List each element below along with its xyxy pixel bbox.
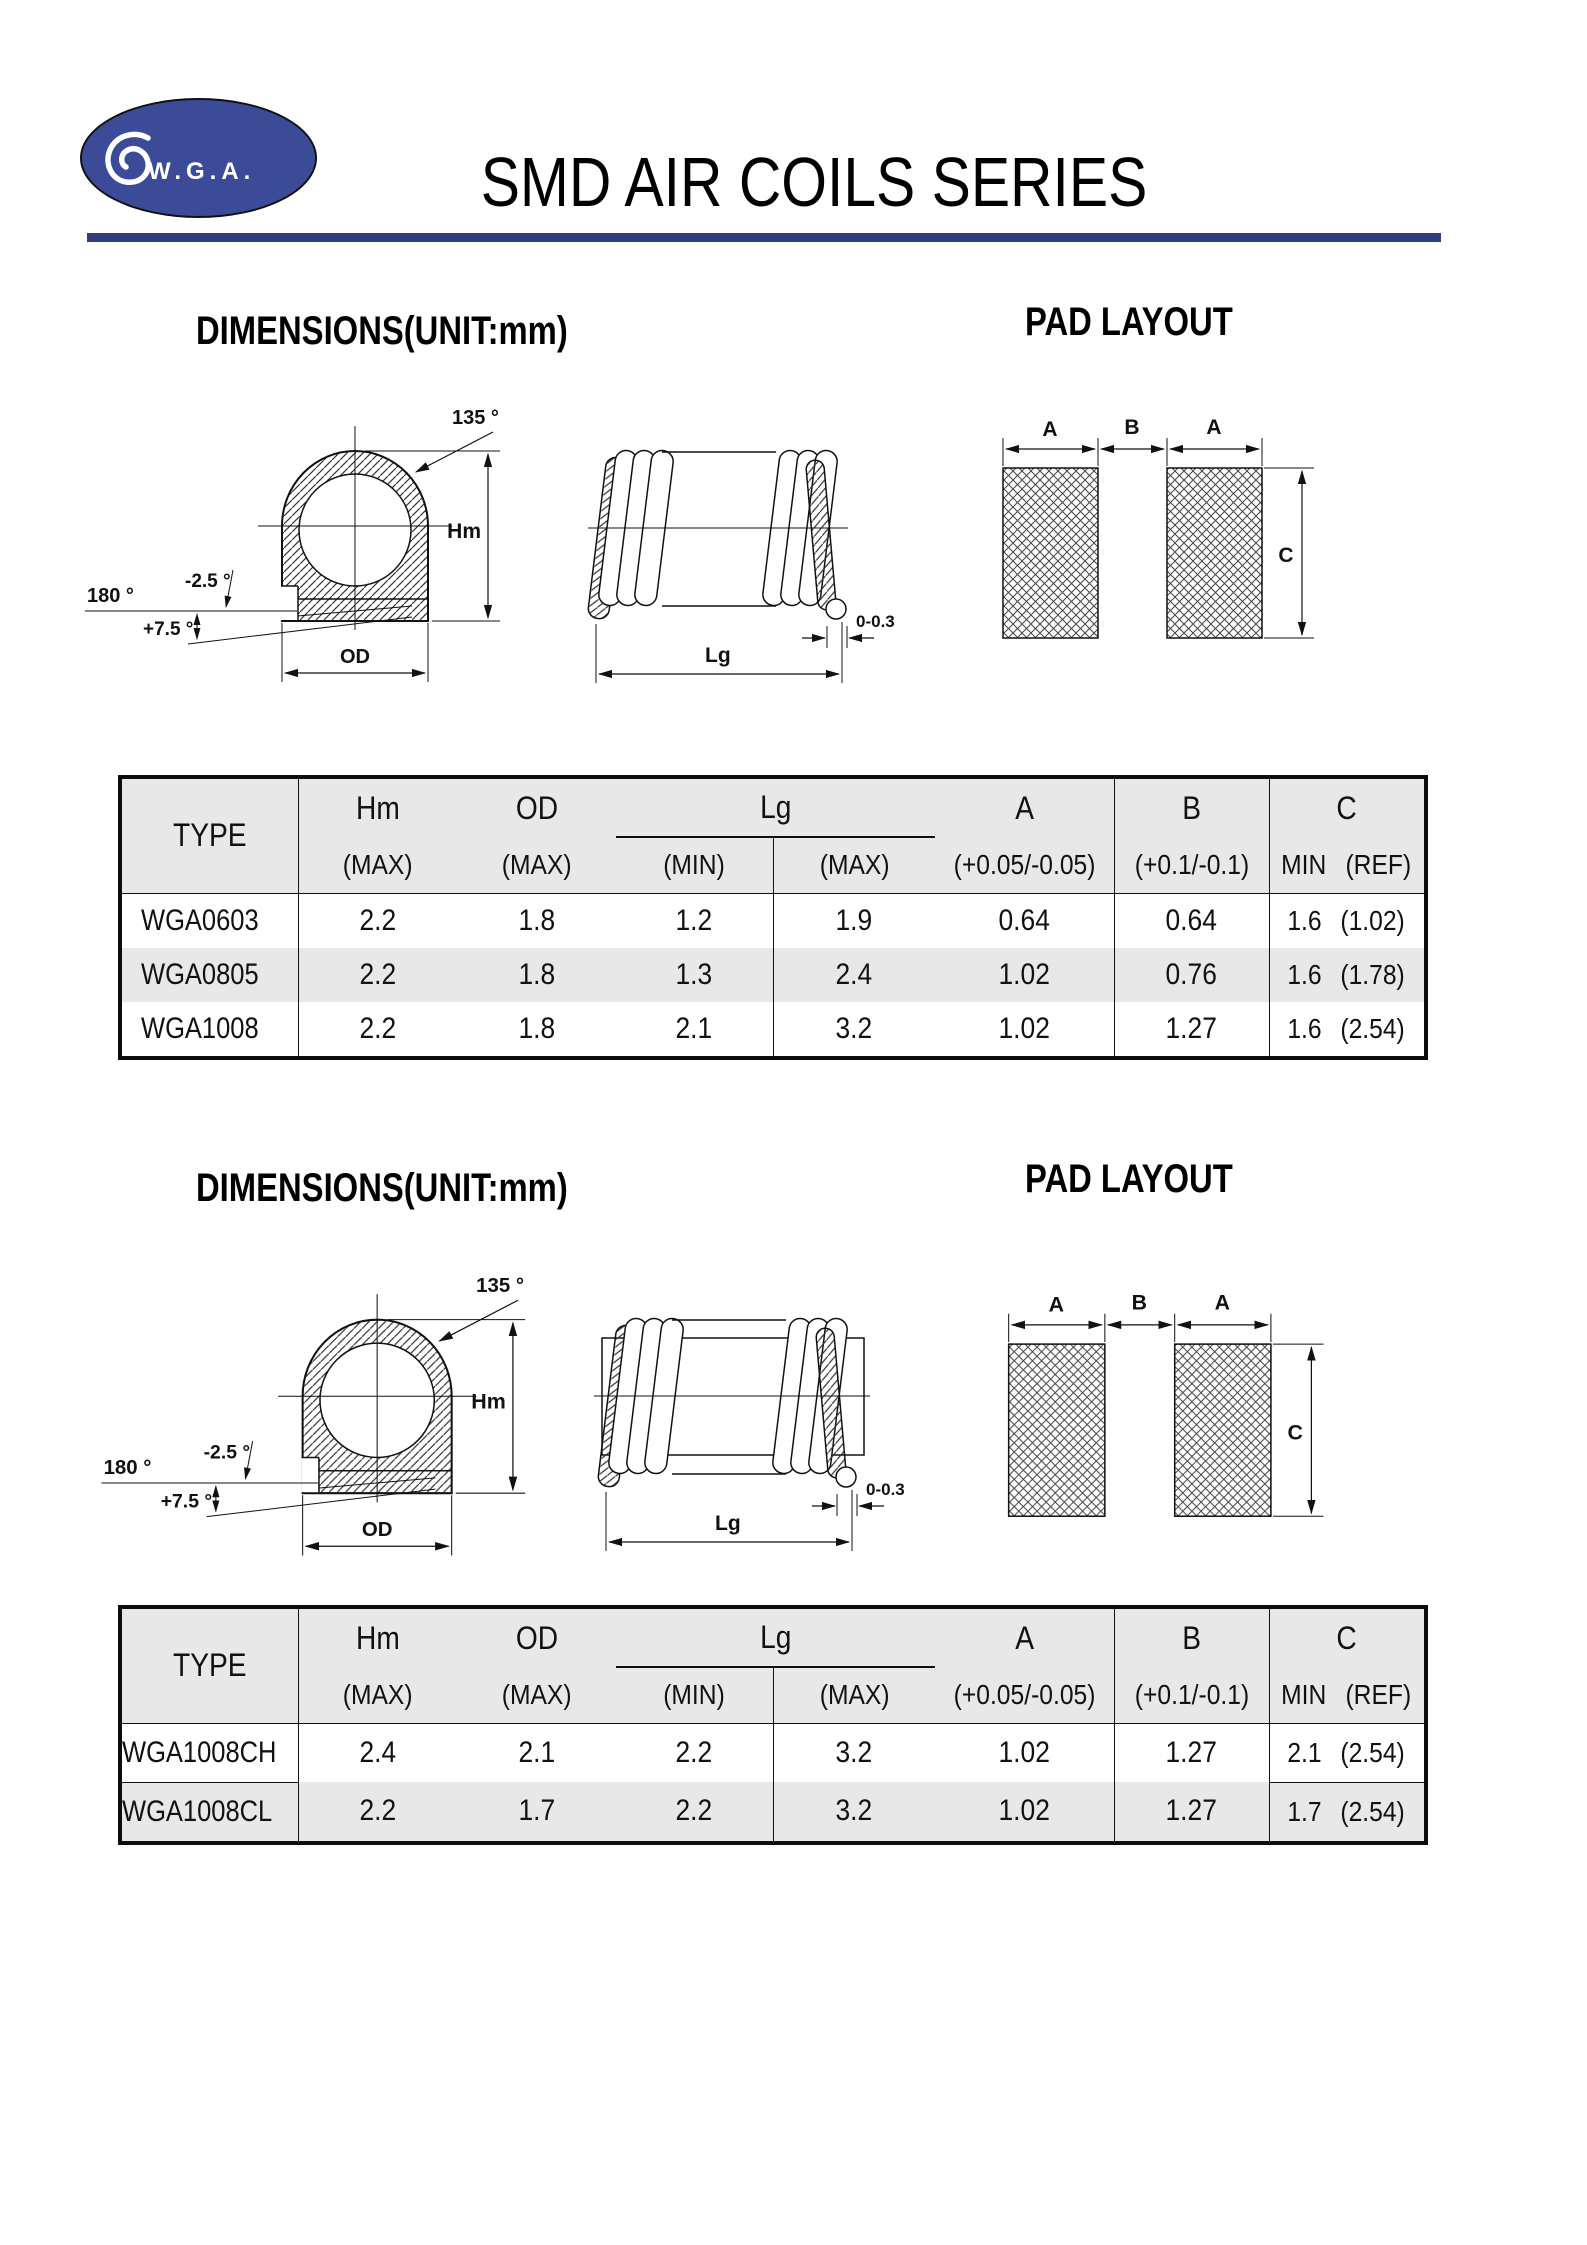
cell-lg-min: 2.1 xyxy=(675,1011,713,1045)
pad-b-label: B xyxy=(1131,1290,1147,1315)
table-row xyxy=(120,948,1426,1002)
col-header-a: A xyxy=(1014,1619,1034,1656)
cell-b: 0.76 xyxy=(1114,948,1269,1002)
cell-b: 1.27 xyxy=(1114,1723,1269,1782)
cell-lg-max: 3.2 xyxy=(773,1723,935,1782)
angle-minus-label: -2.5 ° xyxy=(185,571,231,592)
col-header-lg: Lg xyxy=(616,777,935,837)
col-header-a: A xyxy=(1014,789,1034,826)
section1-pad-layout-heading: PAD LAYOUT xyxy=(1025,300,1233,344)
cell-lg-max: 2.4 xyxy=(773,948,935,1002)
logo-text: W.G.A. xyxy=(148,158,256,185)
cell-od: 1.7 xyxy=(518,1794,555,1828)
angle-180-label: 180 ° xyxy=(103,1456,152,1479)
cell-lg-max: 3.2 xyxy=(773,1782,935,1843)
coil-cross-section-drawing-1 xyxy=(60,380,540,700)
angle-minus-label: -2.5 ° xyxy=(203,1441,251,1464)
cell-a: 0.64 xyxy=(998,903,1050,937)
cell-lg-min: 1.3 xyxy=(675,957,713,991)
col-sub-lg-max: (MAX) xyxy=(773,1667,935,1723)
col-header-od: OD xyxy=(515,1619,558,1656)
col-sub-hm-max: (MAX) xyxy=(342,1678,413,1710)
col-sub-b-tol: (+0.1/-0.1) xyxy=(1114,1667,1269,1723)
col-header-hm: Hm xyxy=(355,789,400,826)
col-header-type: TYPE xyxy=(120,777,298,893)
cell-hm: 2.2 xyxy=(359,957,397,991)
cell-b: 1.27 xyxy=(1114,1782,1269,1843)
pad-a-label: A xyxy=(1048,1292,1064,1317)
col-header-c: C xyxy=(1269,1607,1426,1667)
angle-135-label: 135 ° xyxy=(476,1275,525,1298)
col-sub-od-max: (MAX) xyxy=(501,1678,572,1710)
cell-type: WGA1008CL xyxy=(120,1782,298,1843)
hm-label: Hm xyxy=(471,1389,506,1414)
od-label: OD xyxy=(340,646,370,668)
od-label: OD xyxy=(361,1519,393,1542)
angle-plus-label: +7.5 ° xyxy=(160,1490,213,1513)
cell-od: 1.8 xyxy=(518,957,555,991)
pad-right xyxy=(1175,1344,1271,1516)
cell-a: 1.02 xyxy=(998,1794,1050,1828)
pad-left xyxy=(1003,468,1098,638)
cell-type: WGA0805 xyxy=(120,948,298,1002)
cell-hm: 2.2 xyxy=(359,1794,397,1828)
table-row xyxy=(120,1002,1426,1058)
col-header-b: B xyxy=(1114,1607,1269,1667)
cell-a: 1.02 xyxy=(998,1011,1050,1045)
cell-lg-min: 1.2 xyxy=(675,903,713,937)
cell-od: 2.1 xyxy=(518,1735,555,1769)
cell-c: 1.6 (2.54) xyxy=(1269,1002,1426,1058)
cell-lg-min: 2.2 xyxy=(675,1794,713,1828)
cell-type: WGA0603 xyxy=(120,893,298,948)
cell-hm: 2.2 xyxy=(359,1011,397,1045)
title-divider-bar xyxy=(87,233,1441,242)
cell-c: 1.6 (1.02) xyxy=(1269,893,1426,948)
pad-a-label: A xyxy=(1042,418,1058,441)
company-logo xyxy=(80,98,317,218)
angle-135-label: 135 ° xyxy=(452,407,499,429)
cell-type: WGA1008CH xyxy=(120,1723,298,1782)
col-sub-b-tol: (+0.1/-0.1) xyxy=(1114,837,1269,893)
col-sub-lg-max: (MAX) xyxy=(773,837,935,893)
col-header-lg: Lg xyxy=(616,1607,935,1667)
lead-gap-label: 0-0.3 xyxy=(866,1480,905,1499)
section2-pad-layout-heading: PAD LAYOUT xyxy=(1025,1157,1233,1201)
cell-b: 0.64 xyxy=(1114,893,1269,948)
col-sub-c-minref: MIN (REF) xyxy=(1269,1667,1426,1723)
cell-lg-max: 1.9 xyxy=(773,893,935,948)
spec-table-1 xyxy=(118,775,1428,1060)
page-title: SMD AIR COILS SERIES xyxy=(480,143,1148,221)
spec-table-2 xyxy=(118,1605,1428,1845)
col-sub-c-minref: MIN (REF) xyxy=(1269,837,1426,893)
col-header-hm: Hm xyxy=(355,1619,400,1656)
lead-gap-label: 0-0.3 xyxy=(856,612,895,631)
col-header-od: OD xyxy=(515,789,558,826)
col-header-b: B xyxy=(1114,777,1269,837)
table-row xyxy=(120,1723,1426,1782)
pad-a2-label: A xyxy=(1214,1290,1230,1315)
cell-type: WGA1008 xyxy=(120,1002,298,1058)
col-header-type: TYPE xyxy=(120,1607,298,1723)
cell-hm: 2.4 xyxy=(359,1735,397,1769)
col-sub-lg-min: (MIN) xyxy=(663,1679,726,1711)
cell-c: 1.7 (2.54) xyxy=(1269,1782,1426,1843)
coil-side-view-drawing-2 xyxy=(560,1268,980,1578)
table-row xyxy=(120,893,1426,948)
coil-side-view-drawing-1 xyxy=(550,400,950,700)
cell-lg-min: 2.2 xyxy=(675,1735,713,1769)
col-sub-a-tol: (+0.05/-0.05) xyxy=(953,848,1096,880)
pad-b-label: B xyxy=(1124,416,1140,439)
col-sub-hm-max: (MAX) xyxy=(342,848,413,880)
angle-plus-label: +7.5 ° xyxy=(143,619,194,640)
cell-hm: 2.2 xyxy=(359,903,397,937)
angle-180-label: 180 ° xyxy=(87,585,134,607)
cell-c: 2.1 (2.54) xyxy=(1269,1723,1426,1782)
cell-od: 1.8 xyxy=(518,1011,555,1045)
cell-b: 1.27 xyxy=(1114,1002,1269,1058)
pad-left xyxy=(1009,1344,1105,1516)
col-sub-od-max: (MAX) xyxy=(501,848,572,880)
lg-label: Lg xyxy=(705,644,731,667)
pad-layout-drawing-1 xyxy=(950,390,1350,690)
coil-cross-section-drawing-2 xyxy=(76,1247,566,1574)
col-header-c: C xyxy=(1269,777,1426,837)
cell-c: 1.6 (1.78) xyxy=(1269,948,1426,1002)
pad-c-label: C xyxy=(1278,544,1294,567)
col-sub-lg-min: (MIN) xyxy=(663,849,726,881)
cell-od: 1.8 xyxy=(518,903,555,937)
cell-a: 1.02 xyxy=(998,1735,1050,1769)
cell-lg-max: 3.2 xyxy=(773,1002,935,1058)
col-sub-a-tol: (+0.05/-0.05) xyxy=(953,1678,1096,1710)
hm-label: Hm xyxy=(447,520,481,543)
pad-right xyxy=(1167,468,1262,638)
lg-label: Lg xyxy=(715,1512,741,1535)
cell-a: 1.02 xyxy=(998,957,1050,991)
pad-c-label: C xyxy=(1287,1420,1303,1445)
pad-layout-drawing-2 xyxy=(955,1252,1360,1582)
table-row xyxy=(120,1782,1426,1843)
section2-dimensions-heading: DIMENSIONS(UNIT:mm) xyxy=(196,1166,568,1210)
pad-a2-label: A xyxy=(1206,416,1222,439)
section1-dimensions-heading: DIMENSIONS(UNIT:mm) xyxy=(196,309,568,353)
